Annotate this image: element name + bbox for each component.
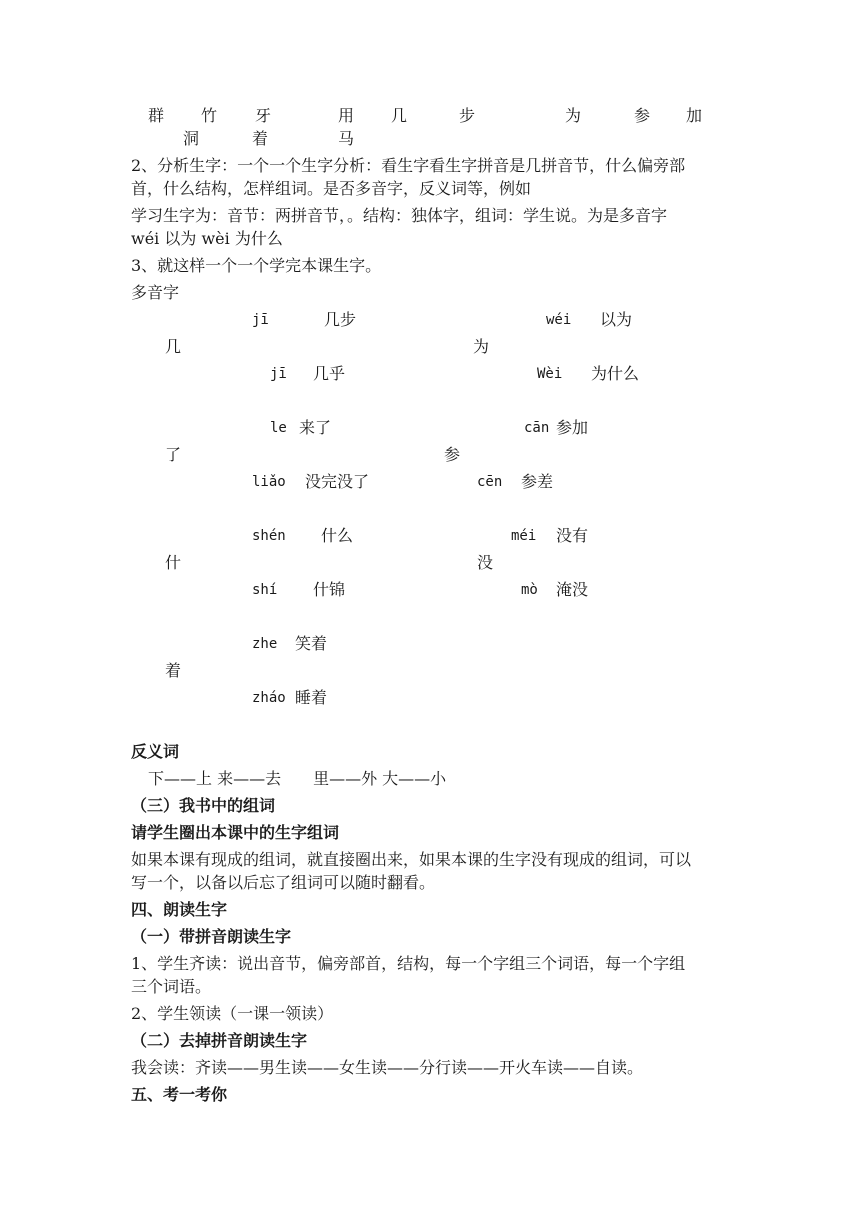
polyphone-char: 着 [165, 661, 182, 680]
pinyin: cān [524, 420, 550, 436]
antonyms-line: 下——上 来——去 里——外 大——小 [148, 769, 447, 788]
word: 以为 [600, 310, 633, 329]
word: 睡着 [295, 688, 328, 707]
word: 为什么 [591, 364, 640, 383]
paragraph-line: 写一个，以备以后忘了组词可以随时翻看。 [131, 873, 436, 892]
polyphone-char: 几 [165, 337, 182, 356]
pinyin: zháo [252, 690, 286, 706]
paragraph-line: 2、学生领读（一课一领读） [131, 1004, 334, 1023]
char-item: 参 [634, 106, 651, 125]
pinyin: liǎo [252, 474, 286, 490]
word: 几步 [324, 310, 357, 329]
section-subheading: （一）带拼音朗读生字 [131, 927, 292, 946]
paragraph-line: 我会读：齐读——男生读——女生读——分行读——开火车读——自读。 [131, 1058, 644, 1077]
word: 什么 [321, 526, 354, 545]
pinyin: mò [521, 582, 538, 598]
char-item: 马 [338, 129, 355, 148]
char-item: 竹 [201, 106, 218, 125]
section-subheading: 请学生圈出本课中的生字组词 [131, 823, 340, 842]
char-item: 为 [565, 106, 582, 125]
word: 笑着 [295, 634, 328, 653]
pinyin: le [270, 420, 287, 436]
step2-line-2: 首，什么结构，怎样组词。是否多音字，反义词等，例如 [131, 179, 532, 198]
char-item: 洞 [183, 129, 200, 148]
char-item: 群 [148, 106, 165, 125]
polyphone-char: 了 [165, 445, 182, 464]
word: 参差 [521, 472, 554, 491]
polyphone-char: 什 [165, 553, 182, 572]
pinyin: shén [252, 528, 286, 544]
section-subheading: （二）去掉拼音朗读生字 [131, 1031, 308, 1050]
word: 没有 [556, 526, 589, 545]
study-line-1: 学习生字为：音节：两拼音节，。结构：独体字，组词：学生说。为是多音字 [131, 206, 668, 225]
char-item: 用 [338, 106, 355, 125]
polyphone-heading: 多音字 [131, 283, 180, 302]
word: 没完没了 [305, 472, 370, 491]
section-heading: （三）我书中的组词 [131, 796, 276, 815]
pinyin: cēn [477, 474, 503, 490]
paragraph-line: 如果本课有现成的组词，就直接圈出来，如果本课的生字没有现成的组词，可以 [131, 850, 692, 869]
pinyin: jī [252, 312, 269, 328]
char-item: 加 [686, 106, 703, 125]
char-item: 着 [252, 129, 269, 148]
pinyin: Wèi [537, 366, 563, 382]
antonyms-title: 反义词 [131, 742, 180, 761]
paragraph-line: 三个词语。 [131, 977, 212, 996]
step2-line-1: 2、分析生字：一个一个生字分析：看生字看生字拼音是几拼音节，什么偏旁部 [131, 156, 686, 175]
polyphone-char: 没 [477, 553, 494, 572]
paragraph-line: 1、学生齐读：说出音节，偏旁部首，结构，每一个字组三个词语，每一个字组 [131, 954, 686, 973]
word: 参加 [556, 418, 589, 437]
pinyin: wéi [546, 312, 572, 328]
pinyin: méi [511, 528, 537, 544]
word: 几乎 [313, 364, 346, 383]
study-line-2: wéi 以为 wèi 为什么 [131, 229, 283, 248]
pinyin: shí [252, 582, 278, 598]
polyphone-char: 参 [444, 445, 461, 464]
word: 什锦 [313, 580, 346, 599]
word: 来了 [299, 418, 332, 437]
pinyin: zhe [252, 636, 278, 652]
step3-line: 3、就这样一个一个学完本课生字。 [131, 256, 382, 275]
char-item: 步 [459, 106, 476, 125]
char-item: 几 [391, 106, 408, 125]
section-heading: 五、考一考你 [131, 1085, 228, 1104]
word: 淹没 [556, 580, 589, 599]
polyphone-char: 为 [473, 337, 490, 356]
pinyin: jī [270, 366, 287, 382]
char-item: 牙 [255, 106, 272, 125]
section-heading: 四、朗读生字 [131, 900, 228, 919]
